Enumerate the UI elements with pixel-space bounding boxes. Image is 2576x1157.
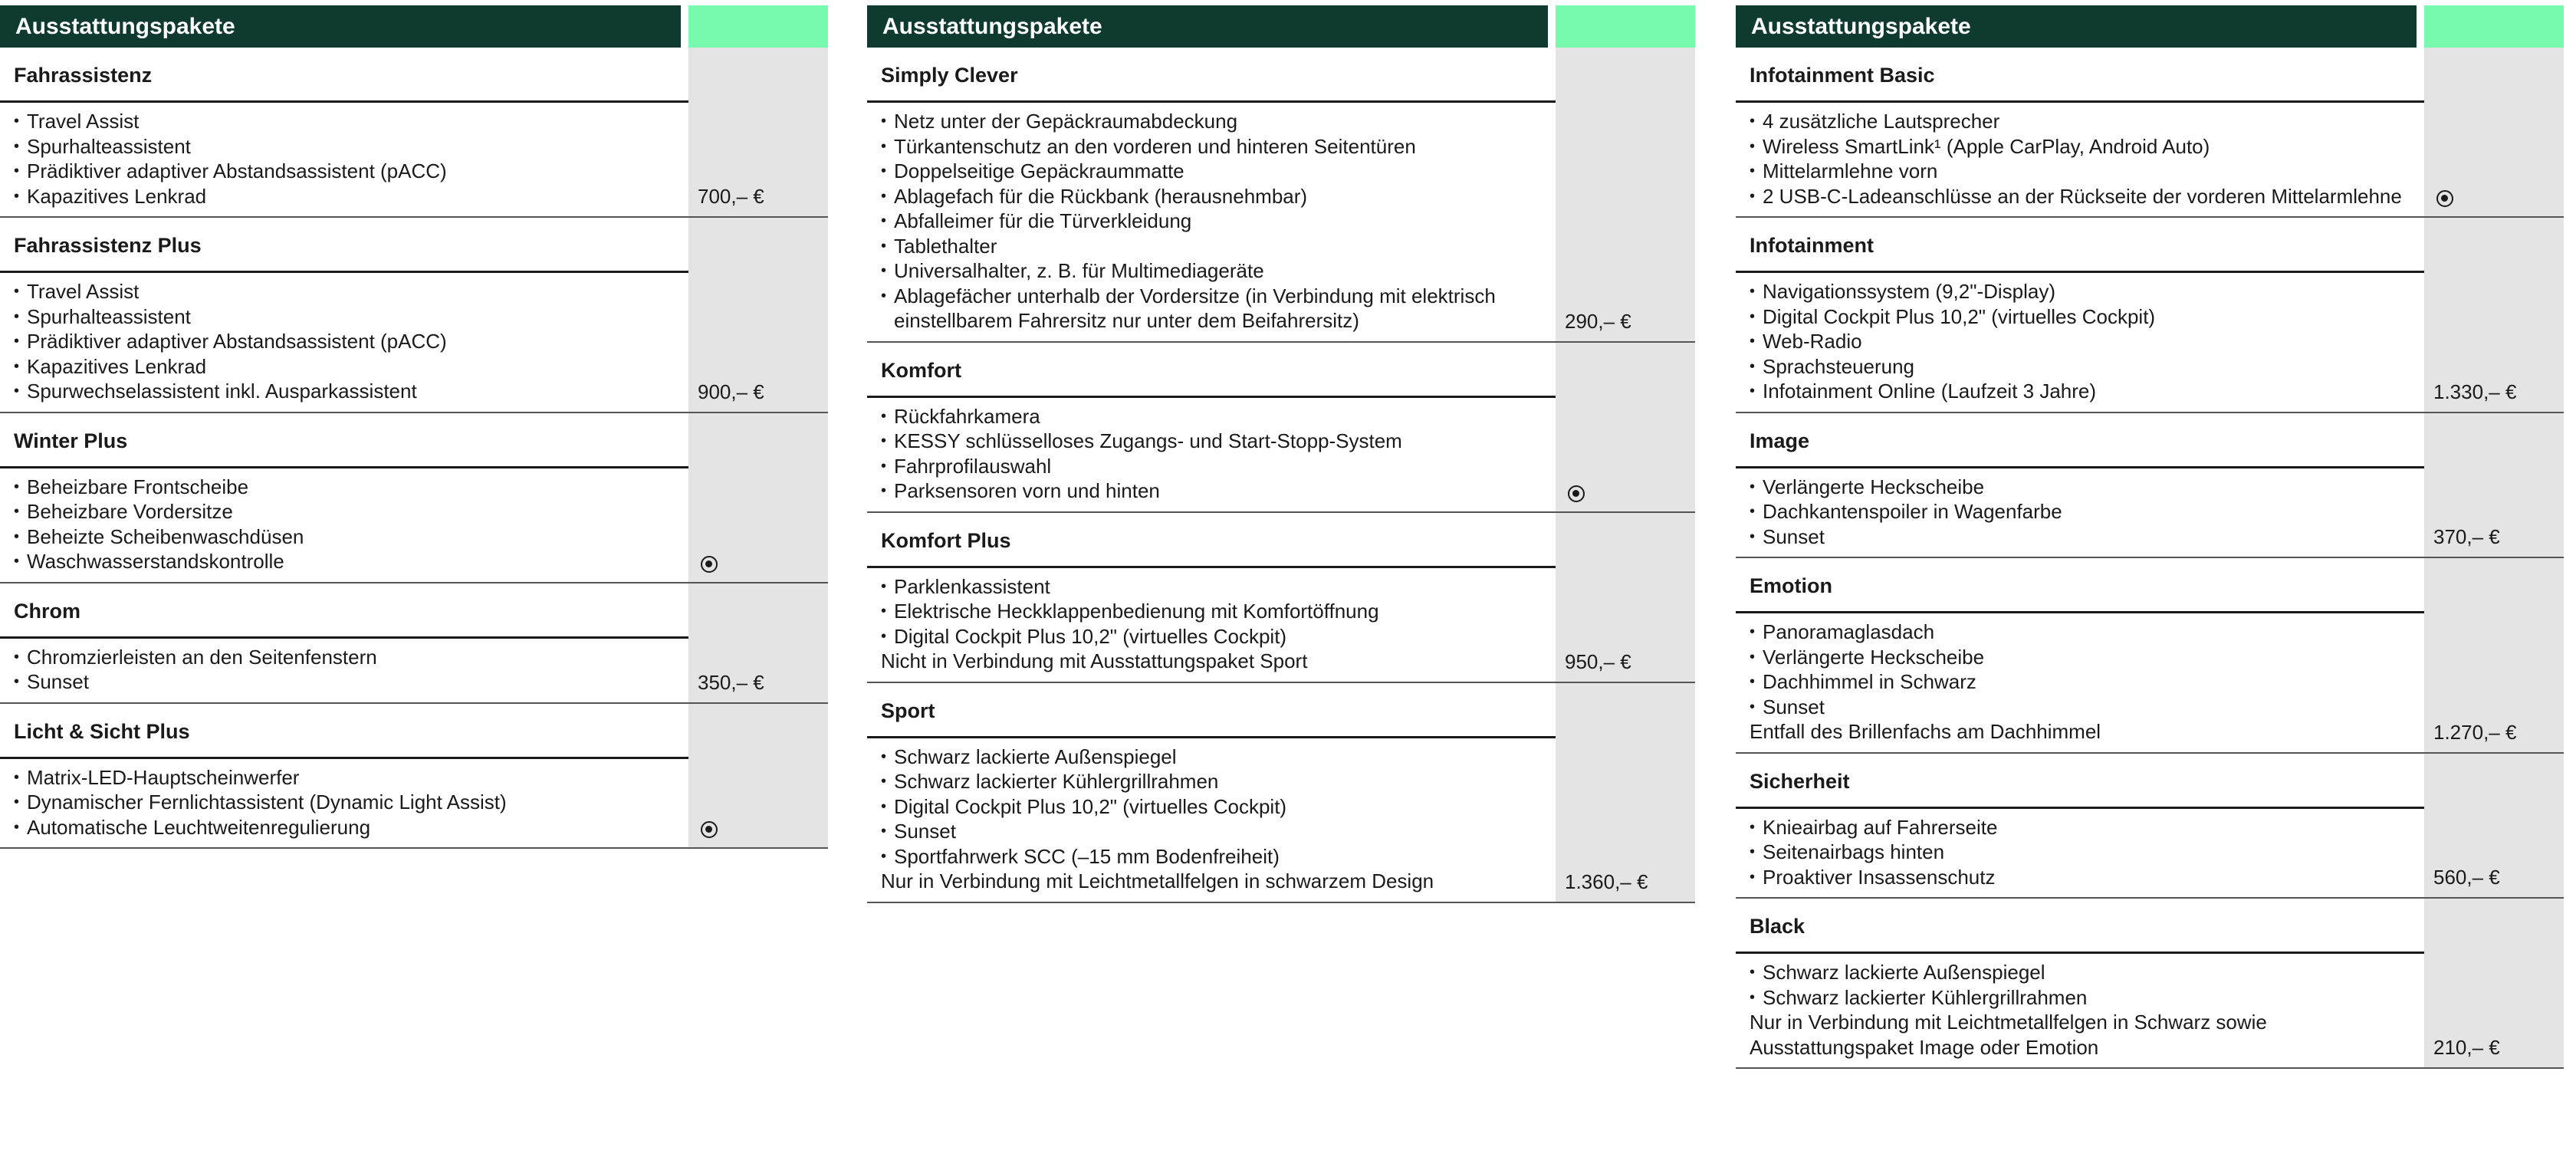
price-cell [2424, 613, 2564, 754]
feature-item: • Spurhalteassistent [14, 134, 681, 159]
package-title: Fahrassistenz Plus [0, 218, 688, 273]
header-title: Ausstattungspakete [1736, 5, 2417, 48]
price-cell [688, 48, 828, 103]
feature-item: • Knieairbag auf Fahrerseite [1750, 815, 2417, 840]
feature-item: • Automatische Leuchtweitenregulierung [14, 815, 681, 840]
package-price: 900,– € [698, 380, 764, 403]
price-cell [2424, 273, 2564, 413]
feature-item: • Spurwechselassistent inkl. Ausparkassistent [14, 379, 681, 404]
feature-item: • Ablagefächer unterhalb der Vordersitze (in Verbindung mit elektrisch einstellbarem Fahrersitz nur unter dem Beifahrersitz) [881, 284, 1548, 334]
header-accent [688, 5, 828, 48]
feature-item: • Mittelarmlehne vorn [1750, 159, 2417, 184]
price-cell [2424, 809, 2564, 899]
feature-list [1736, 103, 2424, 218]
price-cell [1556, 343, 1695, 398]
package-title-row [1736, 754, 2564, 809]
package-title-row [1736, 218, 2564, 273]
price-cell [1556, 398, 1695, 513]
feature-item: • Schwarz lackierte Außenspiegel [881, 744, 1548, 770]
price-cell [2424, 468, 2564, 559]
package-title: Komfort Plus [867, 513, 1556, 568]
package-title-row [867, 513, 1695, 568]
price-cell [2424, 218, 2564, 273]
price-cell [688, 413, 828, 468]
header-gap [681, 5, 688, 48]
package-title-row [1736, 48, 2564, 103]
package-title: Image [1736, 413, 2424, 468]
feature-item: • Chromzierleisten an den Seitenfenstern [14, 645, 681, 670]
feature-item: • Beheizbare Frontscheibe [14, 475, 681, 500]
price-cell [1556, 48, 1695, 103]
feature-item: • Matrix-LED-Hauptscheinwerfer [14, 765, 681, 791]
feature-item: • Universalhalter, z. B. für Multimediageräte [881, 258, 1548, 284]
price-cell [2424, 103, 2564, 218]
feature-list [1736, 954, 2424, 1069]
header-accent [1556, 5, 1695, 48]
feature-item: • Navigationssystem (9,2"-Display) [1750, 279, 2417, 304]
feature-item: • Wireless SmartLink¹ (Apple CarPlay, Android Auto) [1750, 134, 2417, 159]
package-price: 950,– € [1565, 649, 1631, 673]
radio-dot-icon [701, 821, 718, 838]
package-title-row [867, 343, 1695, 398]
feature-item: • 2 USB-C-Ladeanschlüsse an der Rückseite der vorderen Mittelarmlehne [1750, 184, 2417, 209]
package-title-row [0, 218, 828, 273]
header-gap [1548, 5, 1556, 48]
package-body [1736, 468, 2564, 559]
feature-item: • KESSY schlüsselloses Zugangs- und Start-Stopp-System [881, 429, 1548, 454]
feature-item: • Panoramaglasdach [1750, 620, 2417, 645]
feature-item: • Parksensoren vorn und hinten [881, 478, 1548, 504]
price-cell [688, 103, 828, 218]
package-body [0, 468, 828, 583]
feature-item: • Schwarz lackierter Kühlergrillrahmen [881, 769, 1548, 794]
package-title-row [0, 583, 828, 639]
radio-dot-icon [2436, 190, 2453, 207]
feature-item: • Sportfahrwerk SCC (–15 mm Bodenfreiheit) [881, 844, 1548, 869]
package-body [867, 103, 1695, 343]
price-cell [688, 704, 828, 759]
package-body [1736, 103, 2564, 218]
package-price: 210,– € [2433, 1036, 2500, 1059]
package-title-row [1736, 899, 2564, 954]
package-note: Nur in Verbindung mit Leichtmetallfelgen in Schwarz sowie Ausstattungspaket Image oder Emotion [1750, 1011, 2267, 1059]
feature-item: • Beheizte Scheibenwaschdüsen [14, 524, 681, 550]
header-accent [2424, 5, 2564, 48]
package-price: 1.330,– € [2433, 380, 2517, 403]
feature-item: • Fahrprofilauswahl [881, 454, 1548, 479]
feature-item: • Sunset [1750, 524, 2417, 550]
feature-item: • Schwarz lackierte Außenspiegel [1750, 960, 2417, 985]
price-cell [1556, 103, 1695, 343]
price-cell [688, 639, 828, 704]
package-body [1736, 273, 2564, 413]
feature-item: • Travel Assist [14, 279, 681, 304]
package-price: 1.360,– € [1565, 869, 1648, 893]
package-title-row [867, 683, 1695, 738]
feature-item: • Türkantenschutz an den vorderen und hinteren Seitentüren [881, 134, 1548, 159]
feature-item: • Proaktiver Insassenschutz [1750, 865, 2417, 890]
package-title: Simply Clever [867, 48, 1556, 103]
package-title-row [1736, 558, 2564, 613]
feature-list [1736, 809, 2424, 899]
feature-item: • Dachhimmel in Schwarz [1750, 669, 2417, 695]
package-title-row [0, 48, 828, 103]
feature-item: • Verlängerte Heckscheibe [1750, 645, 2417, 670]
price-cell [2424, 48, 2564, 103]
feature-list [1736, 468, 2424, 559]
header-gap [2417, 5, 2424, 48]
feature-item: • Dachkantenspoiler in Wagenfarbe [1750, 499, 2417, 524]
feature-item: • Digital Cockpit Plus 10,2" (virtuelles Cockpit) [881, 794, 1548, 820]
price-cell [2424, 954, 2564, 1069]
package-price: 560,– € [2433, 866, 2500, 889]
feature-item: • Ablagefach für die Rückbank (herausnehmbar) [881, 184, 1548, 209]
feature-item: • Rückfahrkamera [881, 404, 1548, 429]
package-body [1736, 613, 2564, 754]
feature-list [867, 738, 1556, 903]
package-title: Infotainment [1736, 218, 2424, 273]
package-title: Komfort [867, 343, 1556, 398]
package-body [0, 273, 828, 413]
package-title: Infotainment Basic [1736, 48, 2424, 103]
feature-item: • Sunset [881, 819, 1548, 844]
column-1 [0, 5, 828, 849]
feature-list [0, 468, 688, 583]
feature-item: • Sunset [14, 669, 681, 695]
feature-item: • 4 zusätzliche Lautsprecher [1750, 109, 2417, 134]
feature-item: • Travel Assist [14, 109, 681, 134]
price-cell [2424, 413, 2564, 468]
package-title: Winter Plus [0, 413, 688, 468]
package-title: Chrom [0, 583, 688, 639]
package-price: 290,– € [1565, 309, 1631, 333]
feature-list [0, 759, 688, 850]
feature-list [867, 103, 1556, 343]
package-title: Sicherheit [1736, 754, 2424, 809]
package-title: Fahrassistenz [0, 48, 688, 103]
feature-item: • Elektrische Heckklappenbedienung mit Komfortöffnung [881, 599, 1548, 624]
feature-item: • Tablethalter [881, 234, 1548, 259]
package-note: Nicht in Verbindung mit Ausstattungspaket Sport [881, 649, 1308, 672]
package-body [867, 738, 1695, 903]
header-title: Ausstattungspakete [867, 5, 1548, 48]
package-title: Black [1736, 899, 2424, 954]
feature-item: • Web-Radio [1750, 329, 2417, 354]
price-cell [2424, 558, 2564, 613]
feature-list [0, 103, 688, 218]
column-header [867, 5, 1695, 48]
package-title: Sport [867, 683, 1556, 738]
package-body [0, 759, 828, 850]
package-note: Nur in Verbindung mit Leichtmetallfelgen in schwarzem Design [881, 869, 1434, 892]
feature-item: • Kapazitives Lenkrad [14, 354, 681, 380]
package-price: 700,– € [698, 185, 764, 208]
package-body [0, 103, 828, 218]
package-title-row [1736, 413, 2564, 468]
price-cell [688, 218, 828, 273]
package-title-row [0, 413, 828, 468]
feature-item: • Doppelseitige Gepäckraummatte [881, 159, 1548, 184]
feature-list [867, 398, 1556, 513]
package-price: 370,– € [2433, 525, 2500, 548]
feature-item: • Kapazitives Lenkrad [14, 184, 681, 209]
package-body [1736, 809, 2564, 899]
feature-item: • Sunset [1750, 695, 2417, 720]
feature-item: • Abfalleimer für die Türverkleidung [881, 209, 1548, 234]
package-body [867, 398, 1695, 513]
feature-list [0, 273, 688, 413]
feature-item: • Prädiktiver adaptiver Abstandsassistent (pACC) [14, 159, 681, 184]
package-title-row [867, 48, 1695, 103]
package-body [0, 639, 828, 704]
package-note: Entfall des Brillenfachs am Dachhimmel [1750, 720, 2101, 743]
price-cell [1556, 683, 1695, 738]
feature-list [1736, 273, 2424, 413]
feature-list [0, 639, 688, 704]
feature-list [1736, 613, 2424, 754]
price-cell [688, 759, 828, 850]
radio-dot-icon [701, 556, 718, 573]
price-cell [1556, 513, 1695, 568]
feature-item: • Netz unter der Gepäckraumabdeckung [881, 109, 1548, 134]
column-2 [867, 5, 1695, 903]
package-body [867, 568, 1695, 683]
feature-item: • Waschwasserstandskontrolle [14, 549, 681, 574]
column-header [1736, 5, 2564, 48]
price-cell [688, 468, 828, 583]
feature-item: • Spurhalteassistent [14, 304, 681, 330]
feature-item: • Verlängerte Heckscheibe [1750, 475, 2417, 500]
column-header [0, 5, 828, 48]
price-cell [1556, 738, 1695, 903]
column-3 [1736, 5, 2564, 1069]
package-price: 1.270,– € [2433, 720, 2517, 744]
price-cell [688, 583, 828, 639]
package-title: Licht & Sicht Plus [0, 704, 688, 759]
feature-item: • Dynamischer Fernlichtassistent (Dynamic Light Assist) [14, 790, 681, 815]
package-title-row [0, 704, 828, 759]
feature-item: • Parklenkassistent [881, 574, 1548, 600]
price-cell [2424, 899, 2564, 954]
radio-dot-icon [1568, 485, 1585, 502]
package-title: Emotion [1736, 558, 2424, 613]
header-title: Ausstattungspakete [0, 5, 681, 48]
feature-item: • Prädiktiver adaptiver Abstandsassistent (pACC) [14, 329, 681, 354]
feature-list [867, 568, 1556, 683]
price-cell [2424, 754, 2564, 809]
package-body [1736, 954, 2564, 1069]
feature-item: • Infotainment Online (Laufzeit 3 Jahre) [1750, 379, 2417, 404]
feature-item: • Beheizbare Vordersitze [14, 499, 681, 524]
price-cell [688, 273, 828, 413]
feature-item: • Digital Cockpit Plus 10,2" (virtuelles Cockpit) [1750, 304, 2417, 330]
feature-item: • Digital Cockpit Plus 10,2" (virtuelles Cockpit) [881, 624, 1548, 649]
price-cell [1556, 568, 1695, 683]
feature-item: • Seitenairbags hinten [1750, 840, 2417, 865]
package-price: 350,– € [698, 670, 764, 694]
feature-item: • Sprachsteuerung [1750, 354, 2417, 380]
feature-item: • Schwarz lackierter Kühlergrillrahmen [1750, 985, 2417, 1011]
